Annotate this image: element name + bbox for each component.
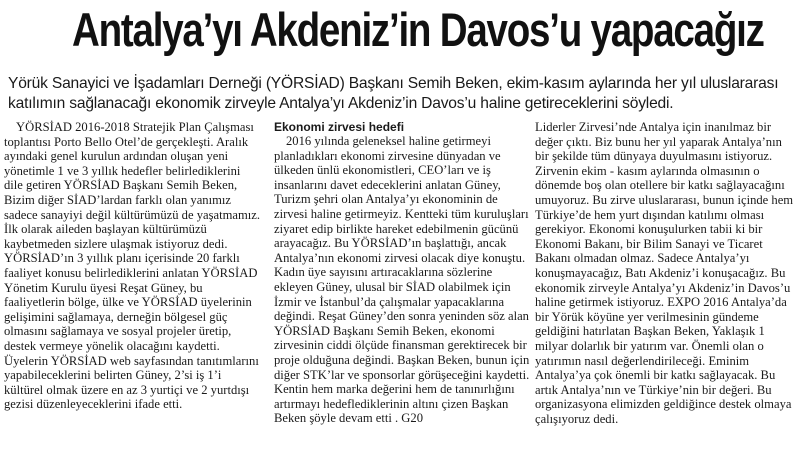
column-2	[274, 120, 532, 426]
article-body	[4, 120, 798, 460]
subheading: Ekonomi zirvesi hedefi	[274, 120, 405, 134]
column-1	[4, 120, 262, 412]
column-3-text: Liderler Zirvesi’nde Antalya için inanılmaz bir değer çıktı. Biz bunu her yıl yaparak Antalya’nın bir şekilde tüm dünyaya duyulmasını istiyoruz. Zirvenin ekim - kasım aylarında olmasının o dönemde boş olan otellere bir katkı sağlayacağını umuyoruz. Bu zirve uluslararası, bunun içinde hem Türkiye’de hem yurt dışından katılımı olması gerekiyor. Ekonomi konuşulurken tabii ki bir Ekonomi Bakanı, bir Bilim Sanayi ve Ticaret Bakanı olmadan olmaz. Sadece Antalya’yı konuşmayacağız, Batı Akdeniz’i konuşacağız. Bu ekonomik zirveyle Antalya’yı Akdeniz’in Davos’u haline getirmek istiyoruz. EXPO 2016 Antalya’da bir Yörük köyüne yer verilmesinin gündeme geldiğini hatırlatan Başkan Beken, Yaklaşık 1 milyar dolarlık bir yatırım var. Önemli olan o yatırımın nasıl değerlendirileceği. Eminim Antalya’ya çok önemli bir katkı sağlayacak. Bu artık Antalya’nın ve Türkiye’nin bir değeri. Bu organizasyona elimizden geldiğince destek olmaya çalışıyoruz dedi.	[535, 120, 794, 426]
column-3	[535, 120, 797, 426]
lead-paragraph: Yörük Sanayici ve İşadamları Derneği (YÖRSİAD) Başkanı Semih Beken, ekim-kasım aylarında her yıl uluslararası katılımın sağlanacağı ekonomik zirveyle Antalya’yı Akdeniz’in Davos’u haline getireceklerini söyledi.	[8, 75, 779, 112]
headline: Antalya’yı Akdeniz’in Davos’u yapacağız	[72, 3, 764, 56]
column-2-text: 2016 yılında geleneksel haline getirmeyi planladıkları ekonomi zirvesine dünyadan ve ülkeden ünlü ekonomistleri, CEO’ları ve iş insanlarını davet edeceklerini anlatan Güney, Turizm şehri olan Antalya’yı ekonominin de zirvesi haline getirmeyiz. Kentteki tüm kuruluşları ziyaret edip birlikte hareket edebilmenin gücünü arayacağız. Bu YÖRSİAD’ın başlattığı, ancak Antalya’nın ekonomi zirvesi olacak diye konuştu. Kadın üye sayısını artıracaklarına sözlerine ekleyen Güney, ulusal bir SİAD olabilmek için İzmir ve İstanbul’da çalışmalar yapacaklarına değindi. Reşat Güney’den sonra yeninden söz alan YÖRSİAD Başkanı Semih Beken, ekonomi zirvesinin ciddi ölçüde finansman gerektirecek bir proje olduğuna değindi. Başkan Beken, bunun için diğer STK’lar ve sponsorlar görüşeceğini kaydetti. Kentin hem marka değerini hem de tanınırlığını artırmayı hedeflediklerinin altını çizen Başkan Beken şöyle devam etti . G20	[274, 134, 530, 426]
column-1-text: YÖRSİAD 2016-2018 Stratejik Plan Çalışması toplantısı Porto Bello Otel’de gerçekleşti. Aralık ayındaki genel kurulun ardından oluşan yeni yönetimle 1 ve 3 yıllık hedefler belirlediklerini dile getiren YÖRSİAD Başkanı Semih Beken, Bizim diğer SİAD’lardan farklı olan yanımız sadece sanayiyi değil kültürümüzü de yaşatmamız. İlk olarak aileden başlayan kültürümüzü kaybetmeden sizlere ulaşmak istiyoruz dedi. YÖRSİAD’ın 3 yıllık planı içerisinde 20 farklı faaliyet konusu belirlediklerini anlatan YÖRSİAD Yönetim Kurulu üyesi Reşat Güney, bu faaliyetlerin bölge, ülke ve YÖRSİAD üyelerinin gelişimini sağlamaya, derneğin bölgesel güç olmasını sağlamaya ve sosyal projeler üretip, destek vermeye yönelik olacağını kaydetti. Üyelerin YÖRSİAD web sayfasından tanıtımlarını yapabileceklerini belirten Güney, 2’si iş 1’i kültürel olmak üzere en az 3 yurtiçi ve 2 yurtdışı gezisi düzenleyeceklerini ifade etti.	[4, 120, 260, 412]
